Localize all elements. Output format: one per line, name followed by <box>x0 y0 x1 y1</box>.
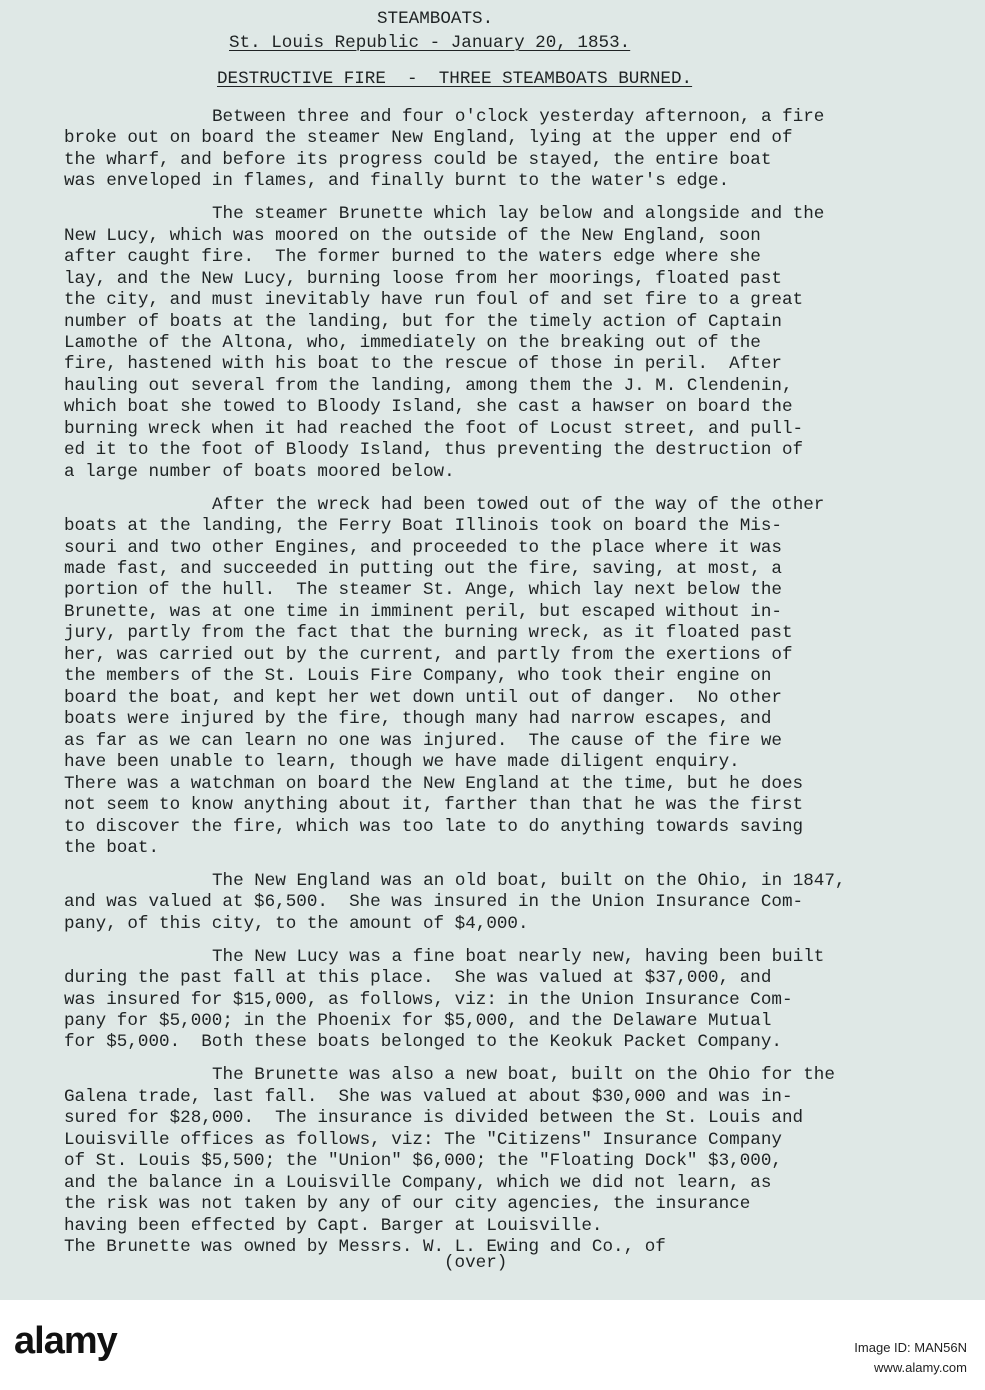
body-line: hauling out several from the landing, among them the J. M. Clendenin, <box>64 376 793 396</box>
image-id: Image ID: MAN56N <box>854 1340 967 1355</box>
body-line: souri and two other Engines, and proceeded to the place where it was <box>64 538 782 558</box>
body-line: the risk was not taken by any of our city agencies, the insurance <box>64 1194 751 1214</box>
body-line: made fast, and succeeded in putting out the fire, saving, at most, a <box>64 559 782 579</box>
body-line: boats were injured by the fire, though many had narrow escapes, and <box>64 709 772 729</box>
page-footer: (over) <box>444 1253 508 1273</box>
body-line: fire, hastened with his boat to the rescue of those in peril. After <box>64 354 782 374</box>
body-line: boats at the landing, the Ferry Boat Illinois took on board the Mis- <box>64 516 782 536</box>
body-line: burning wreck when it had reached the foot of Locust street, and pull- <box>64 419 804 439</box>
body-line: a large number of boats moored below. <box>64 462 455 482</box>
stock-logo: alamy <box>14 1320 117 1362</box>
body-line: The steamer Brunette which lay below and alongside and the <box>212 204 825 224</box>
body-line: of St. Louis $5,500; the "Union" $6,000; the "Floating Dock" $3,000, <box>64 1151 782 1171</box>
body-line: during the past fall at this place. She was valued at $37,000, and <box>64 968 772 988</box>
body-line: The Brunette was owned by Messrs. W. L. Ewing and Co., of <box>64 1237 666 1257</box>
body-line: Brunette, was at one time in imminent peril, but escaped without in- <box>64 602 782 622</box>
body-line: broke out on board the steamer New England, lying at the upper end of <box>64 128 793 148</box>
body-line: having been effected by Capt. Barger at Louisville. <box>64 1216 603 1236</box>
body-line: pany, of this city, to the amount of $4,000. <box>64 914 529 934</box>
body-line: after caught fire. The former burned to the waters edge where she <box>64 247 761 267</box>
body-line: her, was carried out by the current, and partly from the exertions of <box>64 645 793 665</box>
body-line: lay, and the New Lucy, burning loose from her moorings, floated past <box>64 269 782 289</box>
body-line: and was valued at $6,500. She was insured in the Union Insurance Com- <box>64 892 804 912</box>
body-line: After the wreck had been towed out of the way of the other <box>212 495 825 515</box>
body-line: as far as we can learn no one was injured. The cause of the fire we <box>64 731 782 751</box>
source-line: St. Louis Republic - January 20, 1853. <box>229 33 631 53</box>
body-line: New Lucy, which was moored on the outside of the New England, soon <box>64 226 761 246</box>
body-line: ed it to the foot of Bloody Island, thus preventing the destruction of <box>64 440 804 460</box>
body-line: was enveloped in flames, and finally burnt to the water's edge. <box>64 171 730 191</box>
headline: DESTRUCTIVE FIRE - THREE STEAMBOATS BURNED. <box>217 69 693 89</box>
body-line: There was a watchman on board the New England at the time, but he does <box>64 774 804 794</box>
body-line: sured for $28,000. The insurance is divided between the St. Louis and <box>64 1108 804 1128</box>
body-line: The New England was an old boat, built on the Ohio, in 1847, <box>212 871 846 891</box>
body-line: the wharf, and before its progress could be stayed, the entire boat <box>64 150 772 170</box>
body-line: not seem to know anything about it, farther than that he was the first <box>64 795 804 815</box>
body-line: the city, and must inevitably have run foul of and set fire to a great <box>64 290 804 310</box>
stock-info <box>854 1338 967 1378</box>
body-line: for $5,000. Both these boats belonged to the Keokuk Packet Company. <box>64 1032 782 1052</box>
body-line: the boat. <box>64 838 160 858</box>
body-line: portion of the hull. The steamer St. Ange, which lay next below the <box>64 580 782 600</box>
body-line: the members of the St. Louis Fire Company, who took their engine on <box>64 666 772 686</box>
body-line: have been unable to learn, though we have made diligent enquiry. <box>64 752 740 772</box>
site-url: www.alamy.com <box>874 1360 967 1375</box>
body-line: which boat she towed to Bloody Island, she cast a hawser on board the <box>64 397 793 417</box>
body-line: Between three and four o'clock yesterday afternoon, a fire <box>212 107 825 127</box>
body-line: board the boat, and kept her wet down until out of danger. No other <box>64 688 782 708</box>
body-line: Galena trade, last fall. She was valued at about $30,000 and was in- <box>64 1087 793 1107</box>
body-line: The Brunette was also a new boat, built on the Ohio for the <box>212 1065 835 1085</box>
body-line: number of boats at the landing, but for the timely action of Captain <box>64 312 782 332</box>
body-line: jury, partly from the fact that the burning wreck, as it floated past <box>64 623 793 643</box>
body-line: to discover the fire, which was too late to do anything towards saving <box>64 817 804 837</box>
body-line: Lamothe of the Altona, who, immediately on the breaking out of the <box>64 333 761 353</box>
body-line: The New Lucy was a fine boat nearly new, having been built <box>212 947 825 967</box>
section-title: STEAMBOATS. <box>377 9 494 29</box>
body-line: and the balance in a Louisville Company, which we did not learn, as <box>64 1173 772 1193</box>
body-line: Louisville offices as follows, viz: The "Citizens" Insurance Company <box>64 1130 782 1150</box>
stock-footer <box>0 1300 985 1390</box>
body-line: pany for $5,000; in the Phoenix for $5,000, and the Delaware Mutual <box>64 1011 772 1031</box>
body-line: was insured for $15,000, as follows, viz: in the Union Insurance Com- <box>64 990 793 1010</box>
